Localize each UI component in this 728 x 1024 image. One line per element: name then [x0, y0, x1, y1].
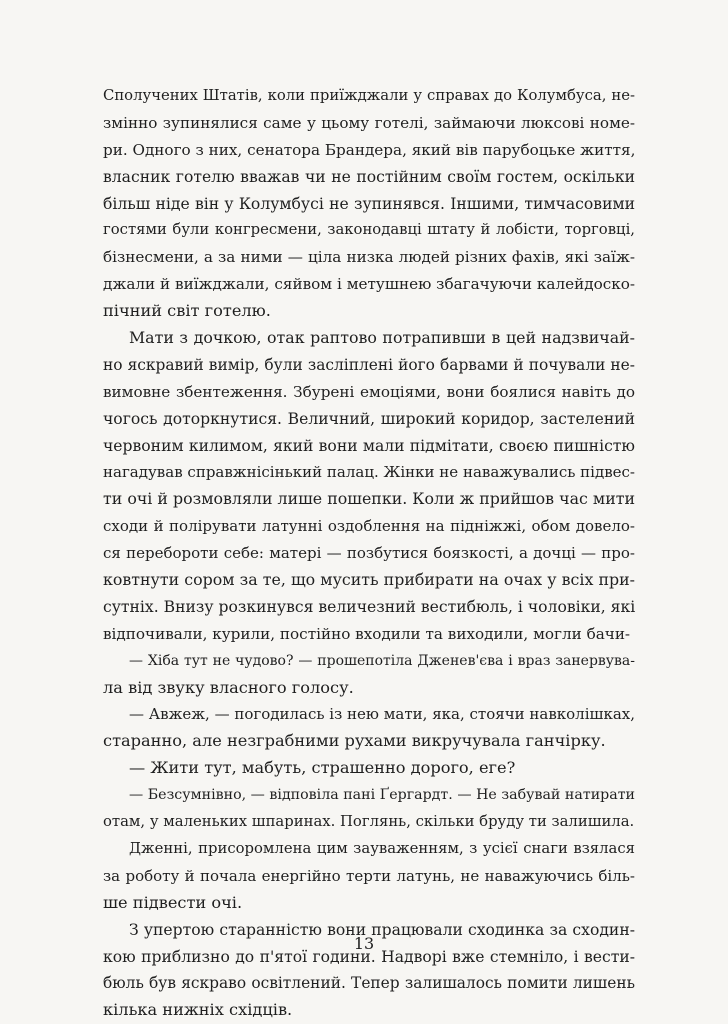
page-number: 13 — [353, 934, 375, 953]
text-line: — Жити тут, мабуть, страшенно дорого, еге? — [129, 758, 516, 778]
text-line: за роботу й почала енергійно терти латунь, не наважуючись біль- — [103, 866, 635, 885]
text-line: ше підвести очі. — [103, 892, 243, 912]
text-line: сутніх. Внизу розкинувся величезний вестибюль, і чоловіки, які — [103, 597, 635, 616]
text-line: змінно зупинялися саме у цьому готелі, займаючи люксові номе- — [103, 113, 635, 132]
paragraph — [103, 836, 635, 917]
text-line: ковтнути сором за те, що мусить прибирати на очах у всіх при- — [103, 570, 635, 590]
paragraph — [103, 755, 635, 782]
paragraph — [103, 83, 635, 325]
text-line: З упертою старанністю вони працювали сходинка за сходин- — [129, 920, 635, 939]
text-line: Мати з дочкою, отак раптово потрапивши в цей надзвичай- — [129, 328, 635, 348]
text-line: кою приблизно до п'ятої години. Надворі вже стемніло, і вести- — [103, 947, 635, 966]
text-line: джали й виїжджали, сяйвом і метушнею збагачуючи калейдоско- — [103, 275, 635, 294]
text-line: гостями були конгресмени, законодавці штату й лобісти, торговці, — [103, 221, 635, 239]
text-line: більш ніде він у Колумбусі не зупинявся. Іншими, тимчасовими — [103, 194, 635, 213]
paragraph — [103, 782, 635, 836]
text-line: бюль був яскраво освітлений. Тепер залишалось помити лишень — [103, 974, 635, 993]
text-line: кілька нижніх східців. — [103, 1000, 293, 1020]
text-line: власник готелю вважав чи не постійним своїм гостем, оскільки — [103, 167, 635, 186]
text-line: Сполучених Штатів, коли приїжджали у справах до Колумбуса, не- — [103, 87, 635, 104]
text-line: вимовне збентеження. Збурені емоціями, вони боялися навіть до — [103, 382, 635, 401]
text-line: ся перебороти себе: матері — позбутися боязкості, а дочці — про- — [103, 544, 635, 563]
text-line: сходи й полірувати латунні оздоблення на підніжжі, обом довело- — [103, 517, 635, 536]
text-line: — Безсумнівно, — відповіла пані Ґергардт. — Не забувай натирати — [129, 787, 635, 804]
text-line: ла від звуку власного голосу. — [103, 677, 354, 697]
paragraph — [103, 701, 635, 755]
text-line: чогось доторкнутися. Величний, широкий коридор, застелений — [103, 409, 635, 428]
text-line: пічний світ готелю. — [103, 301, 271, 321]
text-line: Дженні, присоромлена цим зауваженням, з усієї снаги взялася — [129, 839, 635, 857]
page-text — [103, 83, 635, 1024]
paragraph — [103, 917, 635, 1024]
text-line: старанно, але незграбними рухами викручувала ганчірку. — [103, 731, 606, 751]
paragraph — [103, 325, 635, 648]
text-line: — Хіба тут не чудово? — прошепотіла Дженев'єва і враз занервува- — [129, 652, 635, 669]
text-line: ри. Одного з них, сенатора Брандера, який вів парубоцьке життя, — [103, 140, 635, 159]
paragraph — [103, 648, 635, 702]
text-line: червоним килимом, який вони мали підмітати, своєю пишністю — [103, 436, 635, 455]
text-line: відпочивали, курили, постійно входили та виходили, могли бачи- — [103, 624, 631, 643]
text-line: бізнесмени, а за ними — ціла низка людей різних фахів, які заїж- — [103, 248, 635, 267]
text-line: ти очі й розмовляли лише пошепки. Коли ж прийшов час мити — [103, 489, 635, 509]
text-line: отам, у маленьких шпаринах. Поглянь, скільки бруду ти залишила. — [103, 813, 635, 831]
text-line: — Авжеж, — погодилась із нею мати, яка, стоячи навколішках, — [129, 705, 635, 724]
text-line: но яскравий вимір, були засліплені його барвами й почували не- — [103, 355, 635, 374]
text-line: нагадував справжнісінький палац. Жінки не наважувались підвес- — [103, 463, 635, 482]
